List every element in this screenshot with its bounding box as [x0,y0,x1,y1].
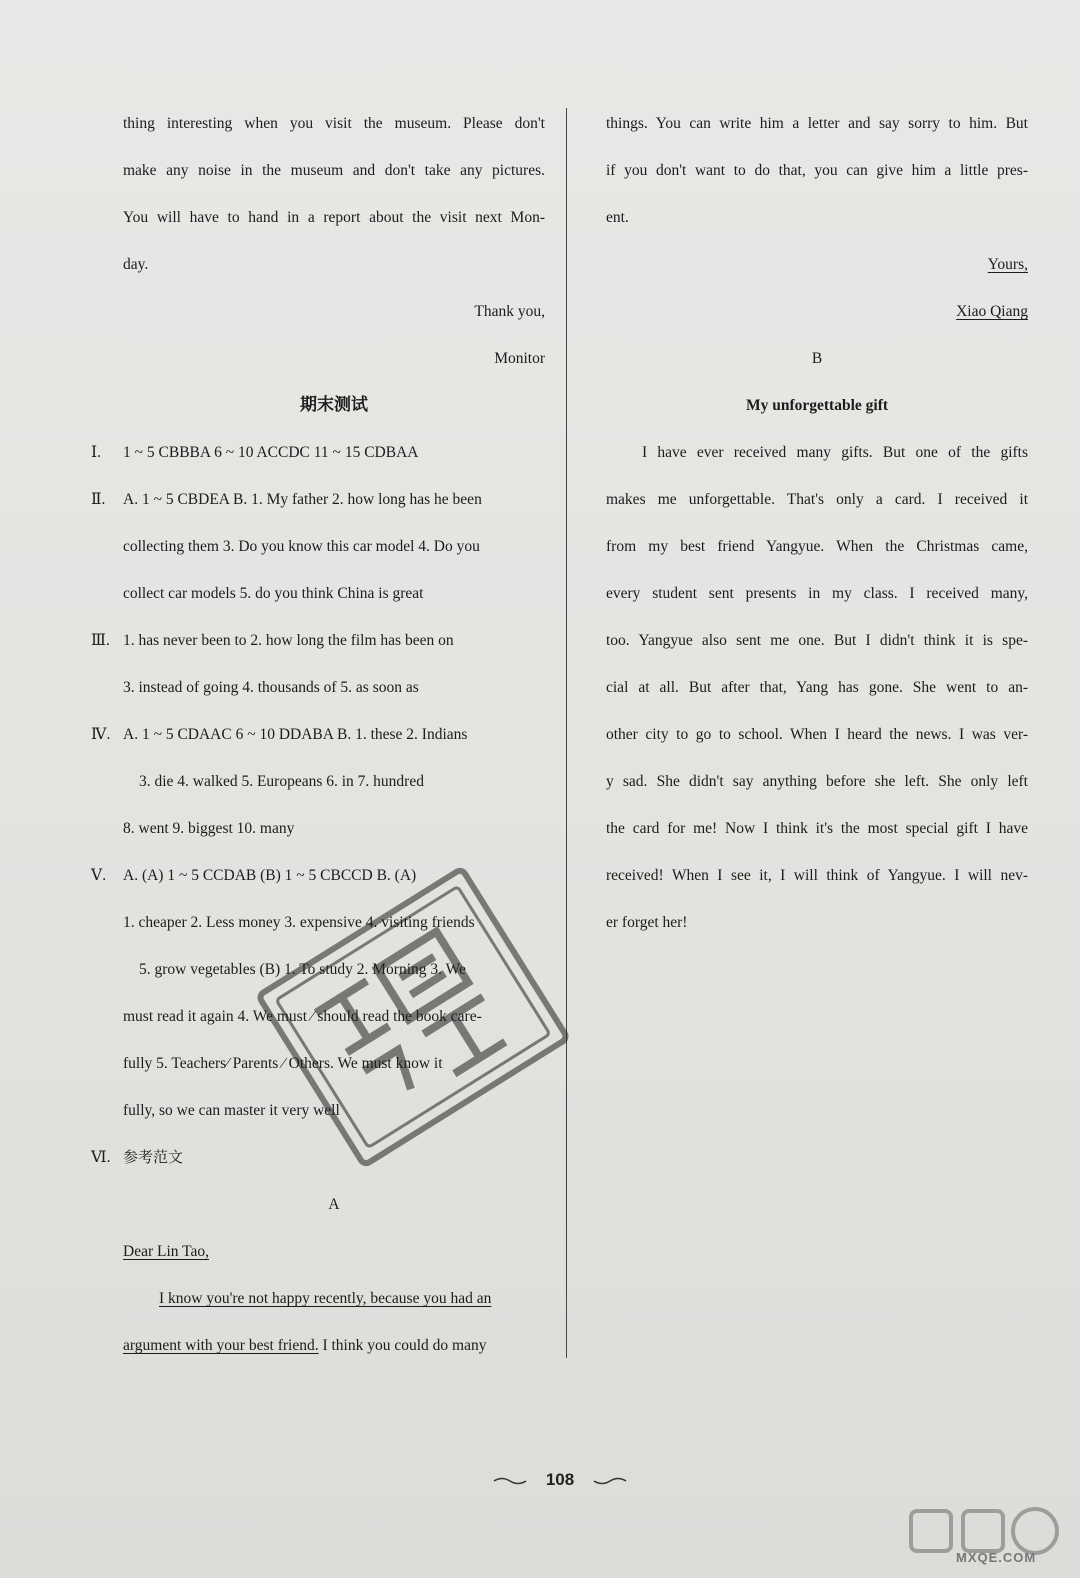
text-line: make any noise in the museum and don't take any pictures. [123,162,545,179]
page-number [500,1470,620,1490]
essay-line: every student sent presents in my class. I received many, [606,585,1028,602]
right-column [606,100,1028,946]
text-line: You will have to hand in a report about the visit next Mon- [123,209,545,226]
answer-line [123,899,545,946]
answer-number: Ⅴ. [91,867,107,884]
answer-line [123,758,545,805]
essay-line: from my best friend Yangyue. When the Christmas came, [606,538,1028,555]
letter-label: A [328,1196,340,1213]
answer-number: Ⅳ. [91,726,111,743]
watermark-site: MXQE.COM [956,1550,1037,1565]
answer-line [91,711,545,758]
answer-text: must read it again 4. We must ∕ should read the book care- [123,1008,482,1025]
answer-text: 8. went 9. biggest 10. many [123,820,295,837]
text-line: if you don't want to do that, you can give him a little pres- [606,162,1028,179]
text-line: things. You can write him a letter and say sorry to him. But [606,115,1028,132]
answer-text: A. 1 ~ 5 CDAAC 6 ~ 10 DDABA B. 1. these 2. Indians [123,726,468,743]
answer-text: 3. die 4. walked 5. Europeans 6. in 7. hundred [139,773,424,790]
answer-line [123,1040,545,1087]
closing-text: Yours, [987,256,1028,273]
answer-line [123,993,545,1040]
page-number-text: 108 [545,1470,575,1489]
answer-line [91,852,545,899]
answer-text: A. 1 ~ 5 CBDEA B. 1. My father 2. how long has he been [123,491,482,508]
essay-line: received! When I see it, I will think of Yangyue. I will nev- [606,867,1028,884]
essay-label: B [811,350,823,367]
essay-line: the card for me! Now I think it's the most special gift I have [606,820,1028,837]
answer-text: collect car models 5. do you think China is great [123,585,424,602]
answer-text: 1. cheaper 2. Less money 3. expensive 4. visiting friends [123,914,475,931]
answer-text: collecting them 3. Do you know this car model 4. Do you [123,538,480,555]
left-column [91,100,545,1369]
essay-line: cial at all. But after that, Yang has gone. She went to an- [606,679,1028,696]
essay-line: I have ever received many gifts. But one of the gifts [642,444,1028,461]
section-title: 期末测试 [300,395,368,415]
answer-line [91,429,545,476]
answer-number: Ⅲ. [91,632,110,649]
letter-salutation: Dear Lin Tao, [123,1243,209,1260]
answer-line [123,1087,545,1134]
letter-signature: Monitor [494,350,545,367]
text-line: ent. [606,209,629,226]
letter-signature [606,288,1028,335]
answer-text: 1 ~ 5 CBBBA 6 ~ 10 ACCDC 11 ~ 15 CDBAA [123,444,419,461]
letter-line [123,1322,545,1369]
answer-text: fully 5. Teachers∕ Parents ∕ Others. We must know it [123,1055,443,1072]
ornament-left-icon [492,1476,528,1486]
letter-text: I think you could do many [318,1337,487,1354]
answer-number: Ⅵ. [91,1149,111,1166]
essay-line: er forget her! [606,914,688,931]
essay-line: y sad. She didn't say anything before she left. She only left [606,773,1028,790]
underlined-sentence: I know you're not happy recently, because you had an [159,1290,492,1307]
answer-text: fully, so we can master it very well [123,1102,340,1119]
answer-line [123,664,545,711]
essay-line: other city to go to school. When I heard the news. I was ver- [606,726,1028,743]
answer-text: 1. has never been to 2. how long the film has been on [123,632,454,649]
answer-text: 3. instead of going 4. thousands of 5. as soon as [123,679,419,696]
text-line: thing interesting when you visit the museum. Please don't [123,115,545,132]
answer-text: 5. grow vegetables (B) 1. To study 2. Morning 3. We [139,961,466,978]
answer-line [91,617,545,664]
letter-line [123,1275,545,1322]
essay-line: makes me unforgettable. That's only a card. I received it [606,491,1028,508]
answer-line [91,476,545,523]
essay-line: too. Yangyue also sent me one. But I didn't think it is spe- [606,632,1028,649]
answer-text: 参考范文 [123,1148,184,1166]
signature-text: Xiao Qiang [956,303,1028,320]
column-divider [566,108,567,1358]
letter-closing: Thank you, [474,303,545,320]
essay-title: My unforgettable gift [745,397,889,414]
answer-line [123,570,545,617]
answer-line [123,523,545,570]
answer-text: A. (A) 1 ~ 5 CCDAB (B) 1 ~ 5 CBCCD B. (A) [123,867,417,884]
text-line: day. [123,256,149,273]
letter-closing [606,241,1028,288]
answer-line [91,1134,545,1181]
answer-line [123,805,545,852]
answer-line [123,946,545,993]
underlined-sentence: argument with your best friend. [123,1337,319,1354]
answer-number: Ⅰ. [91,444,101,461]
answer-number: Ⅱ. [91,491,106,508]
ornament-right-icon [592,1476,628,1486]
